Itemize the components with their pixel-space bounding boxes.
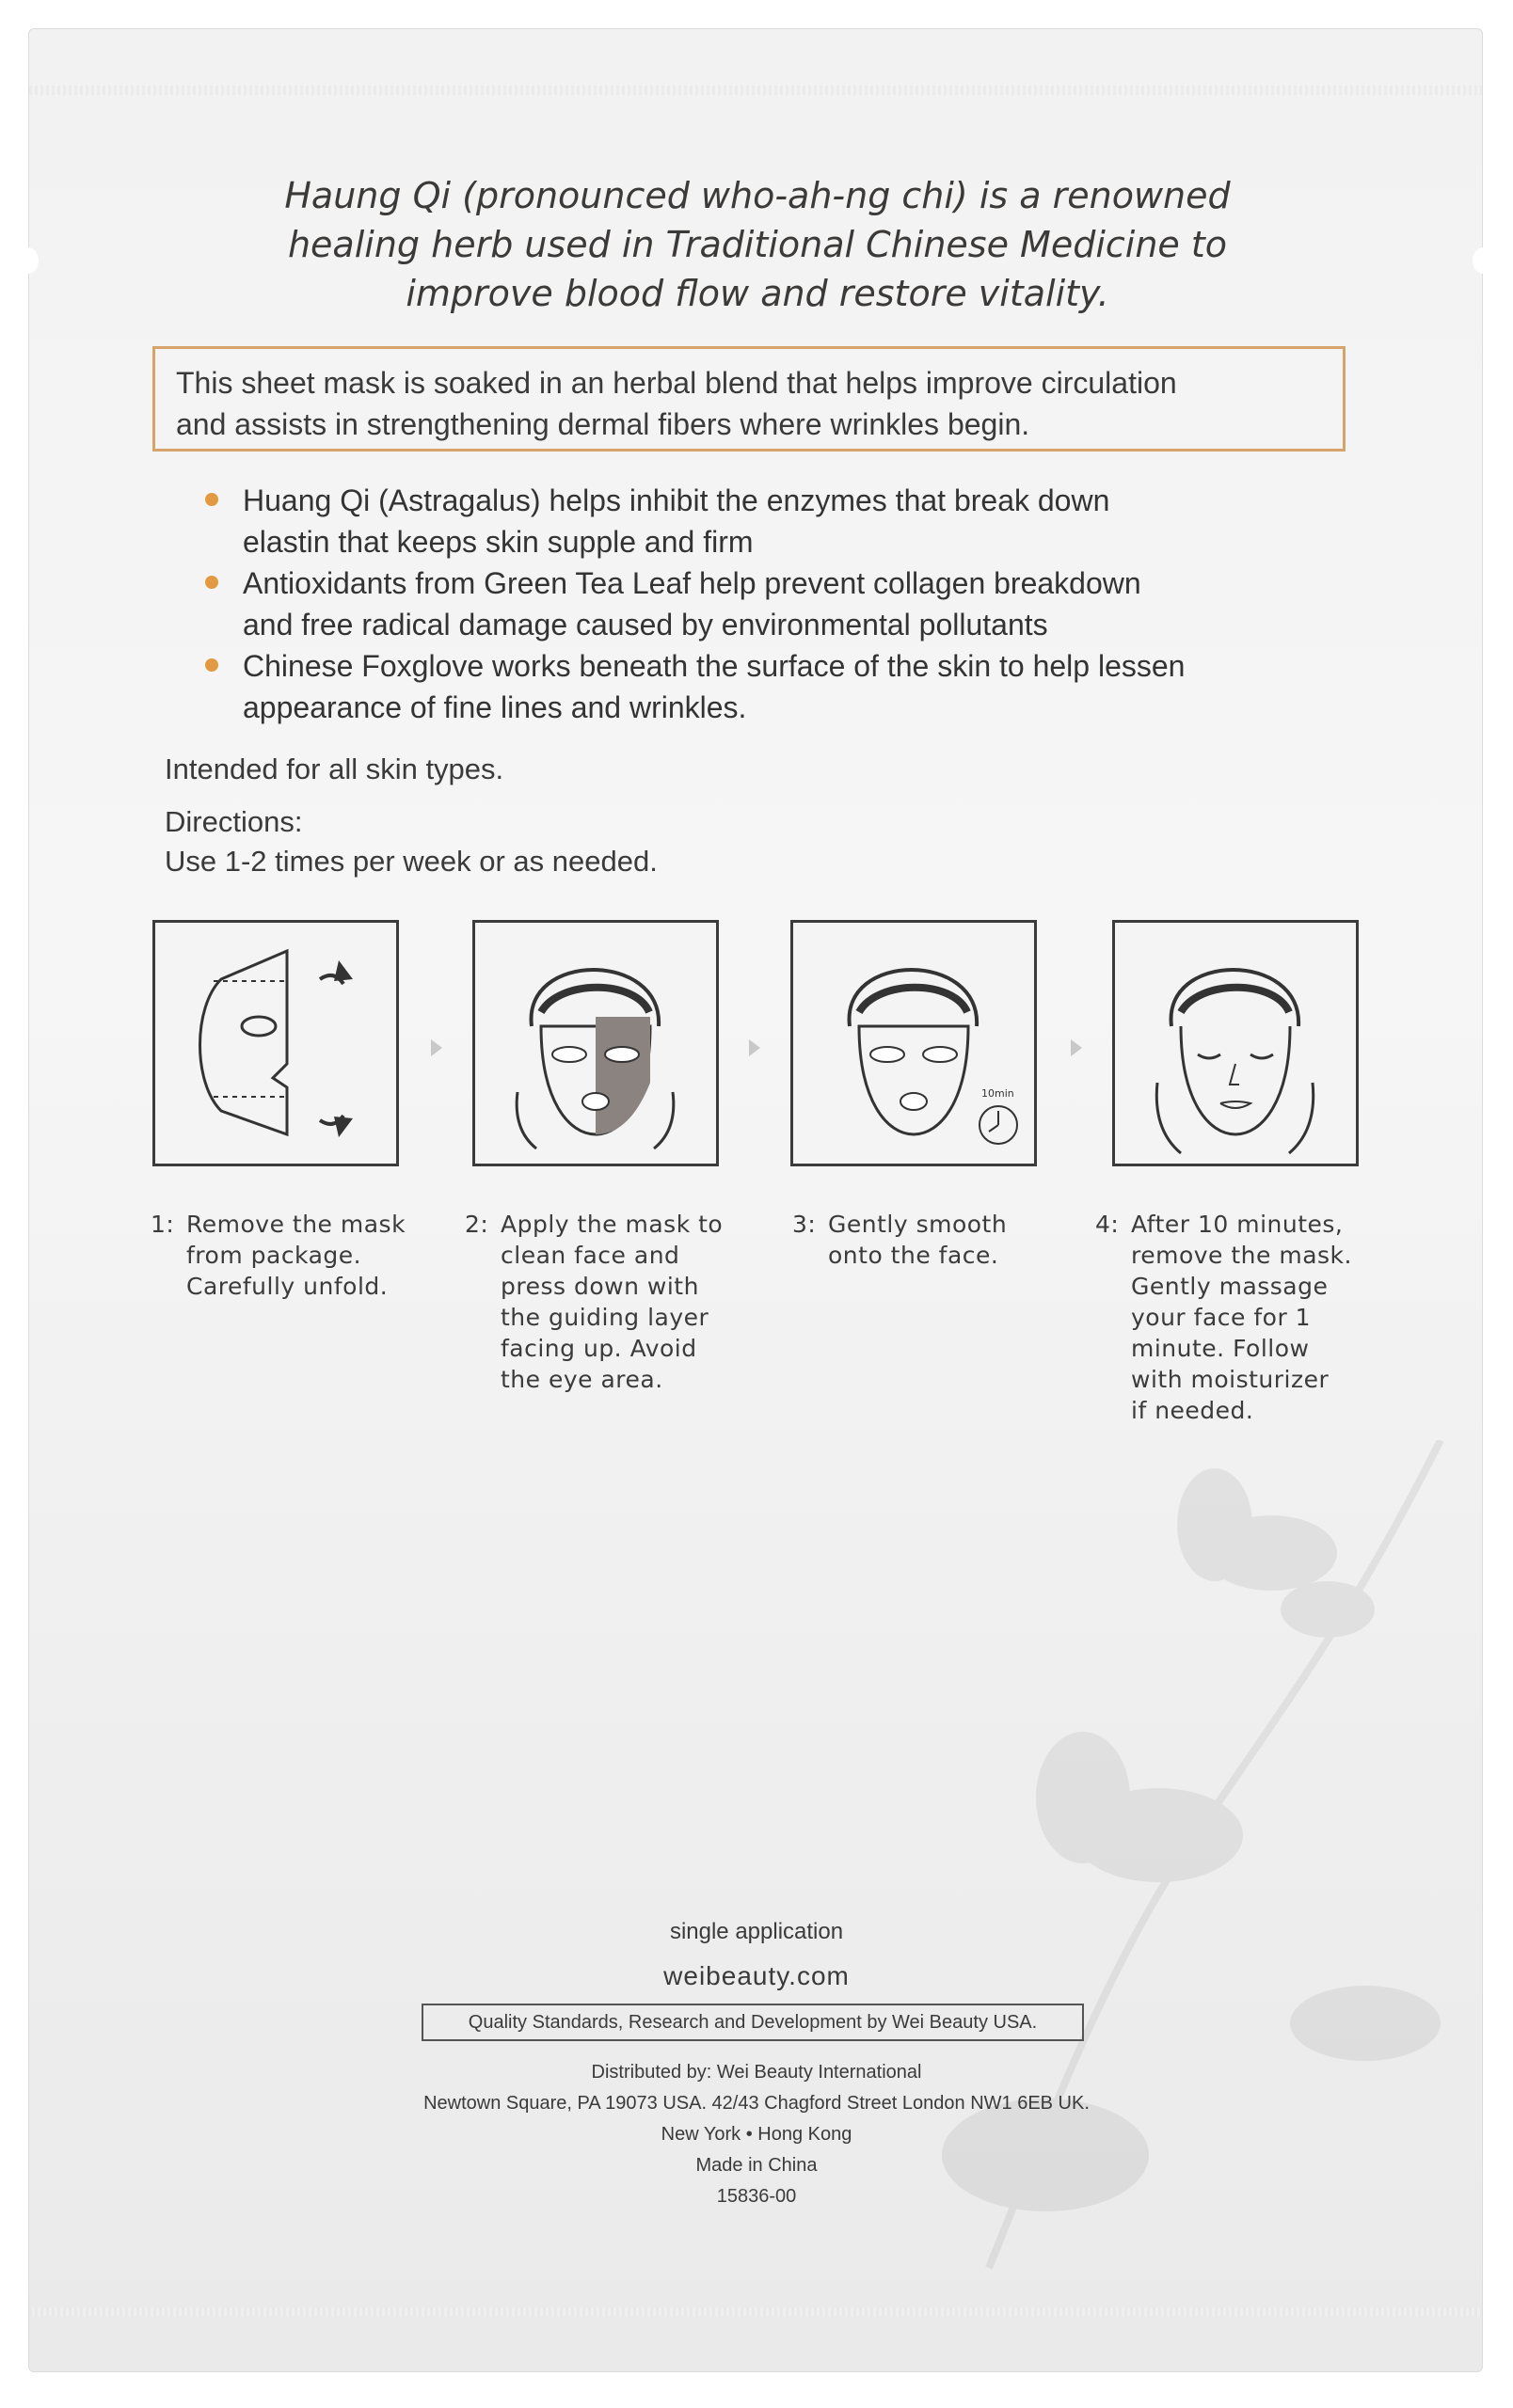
bullet-dot-icon: [205, 493, 218, 506]
benefit-list: [198, 480, 1364, 728]
massage-face-icon: [1115, 923, 1356, 1164]
intro-box: [152, 346, 1346, 452]
step-line: After 10 minutes,: [1131, 1211, 1344, 1238]
website-text: weibeauty.com: [663, 1961, 850, 1990]
step-2-text: [465, 1209, 724, 1395]
step-line: the eye area.: [501, 1366, 663, 1393]
headline-line-2: healing herb used in Traditional Chinese Medicine to: [287, 224, 1228, 265]
step-line: press down with: [501, 1273, 699, 1300]
single-application-text: single application: [669, 1919, 844, 1944]
headline-line-1: Haung Qi (pronounced who-ah-ng chi) is a renowned: [284, 175, 1231, 216]
step-line: Gently smooth: [828, 1211, 1008, 1238]
step-line: clean face and: [501, 1242, 680, 1269]
step-4-text: [1095, 1209, 1352, 1426]
intro-line-1: This sheet mask is soaked in an herbal blend that helps improve circulation: [176, 366, 1177, 400]
step-arrow-icon: [1071, 1039, 1082, 1056]
skin-types-text: Intended for all skin types.: [165, 752, 504, 785]
benefit-item: [198, 562, 1364, 645]
benefit-line: elastin that keeps skin supple and firm: [243, 525, 754, 559]
step-3-illustration: [790, 920, 1037, 1166]
headline-line-3: improve blood flow and restore vitality.: [406, 273, 1109, 314]
benefit-line: Antioxidants from Green Tea Leaf help prevent collagen breakdown: [243, 566, 1141, 600]
address-text: Newtown Square, PA 19073 USA. 42/43 Chagford Street London NW1 6EB UK.: [423, 2093, 1090, 2114]
cities-text: New York • Hong Kong: [661, 2124, 852, 2145]
unfold-mask-icon: [155, 923, 396, 1164]
step-line: with moisturizer: [1131, 1366, 1330, 1393]
step-line: your face for 1: [1131, 1304, 1312, 1331]
benefit-line: Chinese Foxglove works beneath the surface of the skin to help lessen: [243, 649, 1186, 683]
intro-line-2: and assists in strengthening dermal fibers where wrinkles begin.: [176, 407, 1030, 441]
step-number: 1:: [151, 1211, 175, 1238]
step-number: 2:: [465, 1211, 489, 1238]
step-1-illustration: [152, 920, 399, 1166]
tear-notch-left: [18, 247, 39, 274]
step-2-illustration: [472, 920, 719, 1166]
product-code: 15836-00: [716, 2186, 797, 2207]
benefit-line: and free radical damage caused by environmental pollutants: [243, 608, 1048, 642]
made-in-text: Made in China: [695, 2155, 818, 2176]
step-line: Remove the mask: [186, 1211, 406, 1238]
step-1-text: [151, 1209, 406, 1302]
top-seal: [29, 86, 1482, 95]
step-line: Apply the mask to: [501, 1211, 724, 1238]
step-line: Gently massage: [1131, 1273, 1329, 1300]
step-number: 4:: [1095, 1211, 1120, 1238]
benefit-item: [198, 645, 1364, 728]
step-line: Carefully unfold.: [186, 1273, 389, 1300]
step-line: from package.: [186, 1242, 362, 1269]
step-line: facing up. Avoid: [501, 1335, 697, 1362]
apply-mask-icon: [475, 923, 716, 1164]
benefit-line: appearance of fine lines and wrinkles.: [243, 690, 747, 724]
directions-label: Directions:: [165, 805, 303, 838]
benefit-line: Huang Qi (Astragalus) helps inhibit the enzymes that break down: [243, 483, 1110, 517]
timer-label: 10min: [981, 1087, 1014, 1100]
benefit-item: [198, 480, 1364, 562]
bullet-dot-icon: [205, 658, 218, 672]
step-line: minute. Follow: [1131, 1335, 1310, 1362]
bullet-dot-icon: [205, 576, 218, 589]
step-4-illustration: [1112, 920, 1359, 1166]
tear-notch-right: [1473, 247, 1493, 274]
step-number: 3:: [792, 1211, 817, 1238]
smooth-mask-icon: [793, 923, 1034, 1164]
headline: [216, 171, 1298, 318]
distributor-text: Distributed by: Wei Beauty International: [591, 2062, 922, 2083]
step-line: if needed.: [1131, 1397, 1254, 1424]
step-arrow-icon: [749, 1039, 760, 1056]
step-line: onto the face.: [828, 1242, 999, 1269]
bottom-seal: [29, 2307, 1482, 2317]
quality-box: Quality Standards, Research and Development by Wei Beauty USA.: [422, 2004, 1084, 2041]
step-3-text: [792, 1209, 1008, 1271]
step-line: remove the mask.: [1131, 1242, 1352, 1269]
step-line: the guiding layer: [501, 1304, 709, 1331]
directions-text: Use 1-2 times per week or as needed.: [165, 845, 658, 878]
step-arrow-icon: [431, 1039, 442, 1056]
